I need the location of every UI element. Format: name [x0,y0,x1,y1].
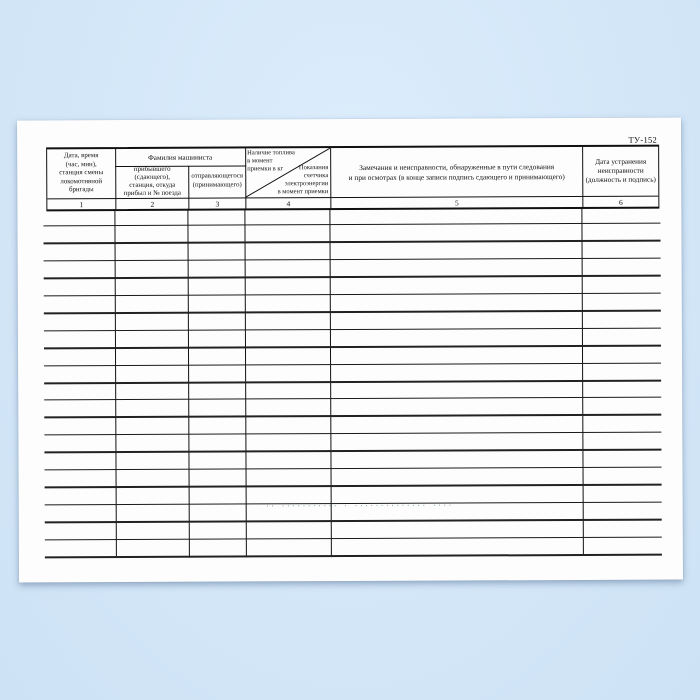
col1-header: Дата, время (час, мин), станция смены локомотивной бригады [59,152,104,194]
col4-number: 4 [286,198,291,208]
empty-table-row [45,538,662,559]
form-code-label: ТУ-152 [628,134,658,145]
col6-number: 6 [618,197,623,207]
col2-header: прибывшего (сдающего), станция, откуда прибыл и № поезда [123,165,182,198]
col6-header: Дата устранения неисправности (должность и подпись) [585,157,656,184]
col5-number: 5 [454,198,459,208]
col4-header-diagonal-cell [245,148,330,197]
col5-header: Замечания и неисправности, обнаруженные в пути следования и при осмотрах (в конце записи подпись сдающего и принимающего) [348,162,565,182]
col4-header-top: Наличие топлива в момент приемки в кг [247,149,295,173]
col2-number: 2 [150,199,155,209]
driver-name-group-header: Фамилия машиниста [148,153,213,162]
col1-number: 1 [79,199,84,209]
col3-header: отправляющегося (принимающего) [191,172,244,189]
form-sheet [17,118,683,583]
col3-number: 3 [215,199,220,209]
watermark-text: ·· ··········· · ·············· ···· [265,501,454,511]
col4-header-bottom: Показания счетчика электроэнергии в момент приемки [277,164,329,196]
table-header [46,145,659,212]
